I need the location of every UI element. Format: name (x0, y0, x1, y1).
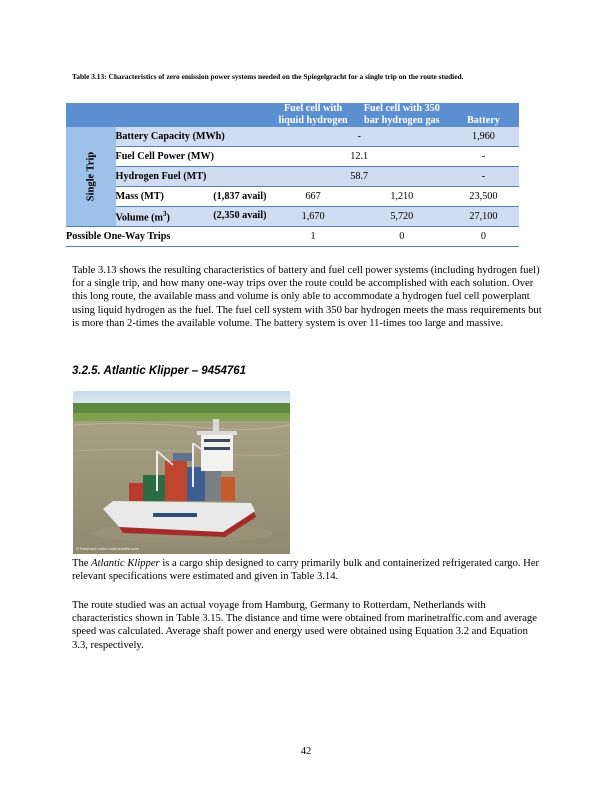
table-row (66, 147, 519, 167)
paragraph-table-discussion: Table 3.13 shows the resulting characteristics of battery and fuel cell power systems (including hydrogen fuel) for a single trip, and how many one-way trips over the route could be accomplished with each solution. Over this long route, the available mass and volume is only able to accommodate a hydrogen fuel cell powerplant using liquid hydrogen as the fuel. The fuel cell system with 350 bar hydrogen meets the mass requirements but is more than 2-times the available volume. The battery system is over 11-times too large and massive. (72, 265, 542, 329)
table-cell: 1 (270, 227, 355, 247)
table-cell: 0 (356, 227, 448, 247)
table-row (66, 207, 519, 227)
paragraph-text: is a cargo ship designed to carry primarily bulk and containerized refrigerated cargo. Her relevant specifications were estimated and given in Table 3.14. (72, 558, 540, 583)
row-label: Volume (m (115, 212, 163, 224)
table-row (66, 127, 519, 147)
table-row (66, 167, 519, 187)
table-footer-row (66, 227, 519, 247)
footer-label: Possible One-Way Trips (66, 227, 270, 247)
paragraph-route-description: The route studied was an actual voyage from Hamburg, Germany to Rotterdam, Netherlands with characteristics shown in Table 3.15. The distance and time were obtained from marinetraffic.com and average speed was calculated. Average shaft power and energy used were obtained using Equation 3.2 and Equation 3.3, respectively. (72, 600, 537, 651)
ship-name: Atlantic Klipper (91, 558, 160, 569)
table-row (66, 187, 519, 207)
table-cell: 0 (448, 227, 519, 247)
row-label-suffix: ) (166, 212, 170, 224)
table-cell: 58.7 (270, 167, 447, 187)
table-cell: 5,720 (356, 207, 448, 227)
header-350-bar-hydrogen: Fuel cell with 350 bar hydrogen gas (356, 103, 448, 127)
section-heading: 3.2.5. Atlantic Klipper – 9454761 (72, 365, 247, 377)
ship-photo (73, 391, 290, 554)
table-cell: 27,100 (448, 207, 519, 227)
table-cell: - (270, 127, 447, 147)
row-available: (1,837 avail) (213, 191, 267, 202)
page-number: 42 (300, 746, 312, 757)
power-systems-table (66, 103, 519, 247)
photo-credit: © Reinhard Lehm marinetraffic.com (76, 546, 140, 551)
row-label: Hydrogen Fuel (MT) (116, 167, 271, 187)
row-label: Battery Capacity (MWh) (116, 127, 271, 147)
row-label: Mass (MT) (115, 191, 164, 202)
table-cell: 23,500 (448, 187, 519, 207)
table-caption: Table 3.13: Characteristics of zero emission power systems needed on the Spiegelgracht for a single trip on the route studied. (72, 72, 464, 81)
table-cell: 1,670 (270, 207, 355, 227)
table-cell: - (448, 167, 519, 187)
row-available: (2,350 avail) (213, 209, 267, 221)
header-battery: Battery (448, 103, 519, 127)
header-blank-cell (66, 103, 270, 127)
ship-illustration (73, 391, 290, 554)
table-header-row (66, 103, 519, 127)
group-label: Single Trip (85, 151, 97, 202)
table-cell: 1,210 (356, 187, 448, 207)
table-cell: 1,960 (448, 127, 519, 147)
row-label-superscript: 3 (162, 209, 167, 218)
paragraph-ship-description (72, 557, 542, 583)
row-label-cell (116, 187, 271, 207)
paragraph-text: The (72, 558, 92, 569)
table-cell: 12.1 (270, 147, 447, 167)
row-label-cell (116, 207, 271, 227)
header-liquid-hydrogen: Fuel cell with liquid hydrogen (270, 103, 355, 127)
table-cell: - (448, 147, 519, 167)
table-cell: 667 (270, 187, 355, 207)
group-label-cell (66, 127, 116, 227)
row-label: Fuel Cell Power (MW) (116, 147, 271, 167)
